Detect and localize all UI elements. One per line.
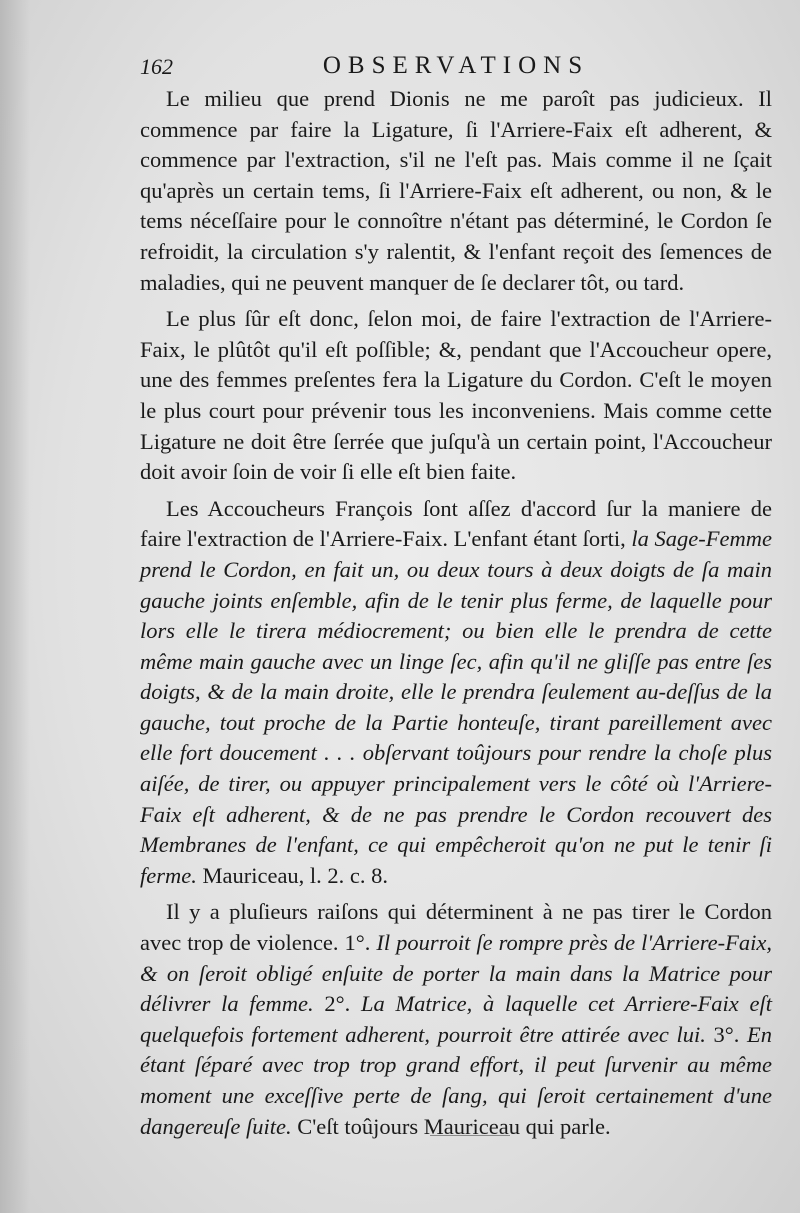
text-run: Il y a pluſieurs raiſons qui déterminent à ne pas tirer le Cordon avec trop de violence. 1°. <box>140 899 772 956</box>
page-edge-shadow <box>0 0 30 1213</box>
text-run: Le milieu que prend Dionis ne me paroît pas judicieux. Il commence par faire la Ligature, ſi l'Arriere-Faix eſt adherent, & commence par l'extraction, s'il ne l'eſt pas. Mais comme il ne ſçait qu'après un certain tems, ſi l'Arriere-Faix eſt adherent, ou non, & le tems néceſſaire pour le connoître n'étant pas déterminé, le Cordon ſe refroidit, la circulation s'y ralentit, & l'enfant reçoit des ſemences de maladies, qui ne peuvent manquer de ſe declarer tôt, ou tard. <box>140 86 772 295</box>
page-number: 162 <box>140 54 173 79</box>
italic-run: La Matrice, à laquelle cet Arriere-Faix eſt quelquefois fortement adherent, pourroit être attirée avec lui. <box>140 991 772 1047</box>
text-run: Le plus ſûr eſt donc, ſelon moi, de faire l'extraction de l'Arriere-Faix, le plûtôt qu'il eſt poſſible; &, pendant que l'Accoucheur opere, une des femmes preſentes fera la Ligature du Cordon. C'eſt le moyen le plus court pour prévenir tous les inconveniens. Mais comme cette Ligature ne doit être ſerrée que juſqu'à un certain point, l'Accoucheur doit avoir ſoin de voir ſi elle eſt bien faite. <box>140 306 772 485</box>
paragraph-1 <box>140 84 772 298</box>
text-run: C'eſt toûjours Mauriceau qui parle. <box>291 1113 611 1139</box>
text-block <box>140 40 772 1148</box>
italic-run: la Sage-Femme prend le Cordon, en fait un, ou deux tours à deux doigts de ſa main gauche joints enſemble, afin de le tenir plus ferme, de laquelle pour lors elle le tirera médiocrement; ou bien elle le prendra de cette même main gauche avec un linge ſec, afin qu'il ne gliſſe pas entre ſes doigts, & de la main droite, elle le prendra ſeulement au-deſſus de la gauche, tout proche de la Partie honteuſe, tirant pareillement avec elle fort doucement . . . obſervant toûjours pour rendre la choſe plus aiſée, de tirer, ou appuyer principalement vers le côté où l'Arriere-Faix eſt adherent, & de ne pas prendre le Cordon recouvert des Membranes de l'enfant, ce qui empêcheroit qu'on ne put le tenir ſi ferme. <box>140 526 772 888</box>
text-run: Mauriceau, l. 2. c. 8. <box>196 862 389 888</box>
paragraph-4 <box>140 897 772 1142</box>
header-title: OBSERVATIONS <box>322 52 590 79</box>
running-head <box>140 40 772 84</box>
text-run: 2°. <box>313 991 361 1017</box>
text-run: 3°. <box>705 1021 747 1047</box>
italic-run: Il pourroit ſe rompre près de l'Arriere-Faix, & on ſeroit obligé enſuite de porter la main dans la Matrice pour délivrer la femme. <box>140 930 772 1017</box>
italic-run: En étant ſéparé avec trop trop grand effort, il peut ſurvenir au même moment une exceſſive perte de ſang, qui ſeroit certainement d'une dangereuſe ſuite. <box>140 1021 772 1139</box>
paragraph-3 <box>140 494 772 892</box>
paragraph-2 <box>140 304 772 488</box>
text-run: Les Accoucheurs François ſont aſſez d'accord ſur la maniere de faire l'extraction de l'Arriere-Faix. L'enfant étant ſorti, <box>140 495 772 552</box>
bottom-rule <box>430 1135 510 1136</box>
